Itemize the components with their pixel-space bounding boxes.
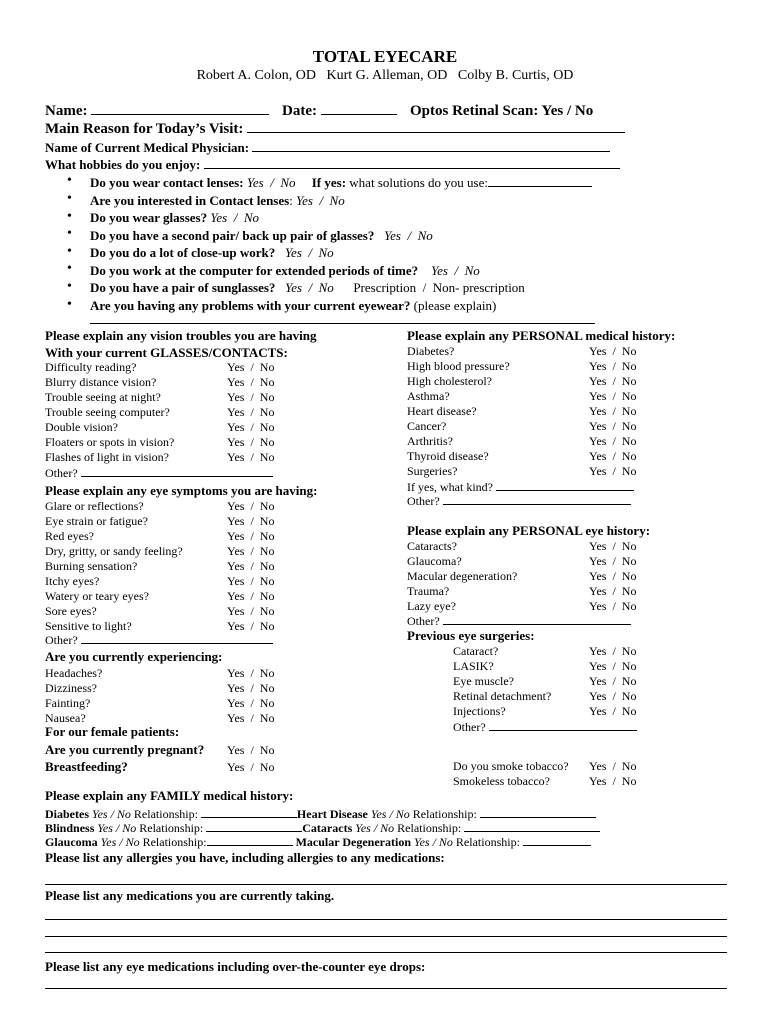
question-label: Watery or teary eyes? [45, 589, 149, 603]
yes-no-choice[interactable]: Yes / No [589, 419, 637, 433]
bullet-dot: • [67, 191, 72, 206]
female-heading: For our female patients: [45, 724, 180, 739]
question-label: Eye strain or fatigue? [45, 514, 148, 528]
question-label: LASIK? [453, 659, 494, 673]
yes-no-choice[interactable]: Yes / No [227, 619, 275, 633]
question-label: Glare or reflections? [45, 499, 144, 513]
question-label: Trouble seeing computer? [45, 405, 170, 419]
question-label: Breastfeeding? [45, 759, 128, 774]
yes-no-choice[interactable]: Yes / No [227, 420, 275, 434]
medications-label: Please list any medications you are currently taking. [45, 888, 335, 903]
other-label: Other? [407, 494, 440, 508]
physician-label: Name of Current Medical Physician: [45, 140, 250, 155]
other-field[interactable] [453, 719, 637, 735]
question-label: Itchy eyes? [45, 574, 100, 588]
yes-no-choice[interactable]: Yes / No [589, 774, 637, 788]
question-label: Surgeries? [407, 464, 458, 478]
yes-no-choice[interactable]: Yes / No [589, 569, 637, 583]
question-label: Floaters or spots in vision? [45, 435, 175, 449]
other-field[interactable] [45, 465, 273, 481]
question-label: Retinal detachment? [453, 689, 552, 703]
other-field[interactable] [407, 613, 631, 629]
eye-meds-line[interactable] [45, 988, 727, 989]
question-label: Trouble seeing at night? [45, 390, 161, 404]
yes-no-choice[interactable]: Yes / No [227, 435, 275, 449]
yes-no-choice[interactable]: Yes / No [589, 584, 637, 598]
yes-no-choice[interactable]: Yes / No [589, 759, 637, 773]
yes-no-choice[interactable]: Yes / No [589, 374, 637, 388]
yes-no-choice[interactable]: Yes / No [589, 554, 637, 568]
question-label: Arthritis? [407, 434, 453, 448]
reason-label: Main Reason for Today’s Visit: [45, 121, 244, 137]
physician-field[interactable] [45, 140, 610, 156]
yes-no-choice[interactable]: Yes / No [589, 404, 637, 418]
yes-no-choice[interactable]: Yes / No [589, 344, 637, 358]
allergies-line[interactable] [45, 884, 727, 885]
other-field[interactable] [407, 493, 631, 509]
question-label: Difficulty reading? [45, 360, 137, 374]
question-label: Cancer? [407, 419, 447, 433]
bullet-item[interactable]: Do you do a lot of close-up work? Yes / No [90, 245, 334, 260]
eyewear-explain-line[interactable] [90, 323, 595, 324]
allergies-label: Please list any allergies you have, including allergies to any medications: [45, 850, 445, 865]
yes-no-choice[interactable]: Yes / No [227, 390, 275, 404]
yes-no-choice[interactable]: Yes / No [227, 696, 275, 710]
other-label: Other? [407, 614, 440, 628]
eye-history-heading: Please explain any PERSONAL eye history: [407, 523, 651, 538]
question-label: Nausea? [45, 711, 86, 725]
question-label: High blood pressure? [407, 359, 510, 373]
question-label: Burning sensation? [45, 559, 138, 573]
family-row-2[interactable]: Blindness Yes / No Relationship: Cataracts Yes / No Relationship: [45, 820, 600, 836]
question-label: Dry, gritty, or sandy feeling? [45, 544, 183, 558]
other-label: Other? [453, 720, 486, 734]
yes-no-choice[interactable]: Yes / No [227, 711, 275, 725]
name-label: Name: [45, 103, 88, 119]
yes-no-choice[interactable]: Yes / No [589, 434, 637, 448]
question-label: Lazy eye? [407, 599, 456, 613]
family-row-1[interactable]: Diabetes Yes / No Relationship: Heart Disease Yes / No Relationship: [45, 806, 596, 822]
yes-no-choice[interactable]: Yes / No [227, 760, 275, 774]
yes-no-choice[interactable]: Yes / No [227, 666, 275, 680]
question-label: Smokeless tobacco? [453, 774, 550, 788]
reason-field[interactable] [45, 121, 625, 138]
name-field[interactable] [45, 103, 269, 120]
yes-no-choice[interactable]: Yes / No [227, 743, 275, 757]
experiencing-heading: Are you currently experiencing: [45, 649, 223, 664]
yes-no-choice[interactable]: Yes / No [227, 574, 275, 588]
hobbies-field[interactable] [45, 157, 620, 173]
date-label: Date: [282, 103, 317, 119]
yes-no-choice[interactable]: Yes / No [227, 544, 275, 558]
yes-no-choice[interactable]: Yes / No [589, 389, 637, 403]
bullet-item[interactable]: Are you having any problems with your current eyewear? (please explain) [90, 298, 497, 313]
question-label: Eye muscle? [453, 674, 514, 688]
yes-no-choice[interactable]: Yes / No [227, 589, 275, 603]
bullet-item[interactable]: Do you have a pair of sunglasses? Yes / No Prescription / Non- prescription [90, 280, 525, 295]
question-label: Diabetes? [407, 344, 455, 358]
yes-no-choice[interactable]: Yes / No [589, 599, 637, 613]
medications-line-2[interactable] [45, 936, 727, 937]
bullet-dot: • [67, 173, 72, 188]
doctors-line: Robert A. Colon, OD Kurt G. Alleman, OD Colby B. Curtis, OD [196, 68, 574, 83]
bullet-item[interactable]: Do you work at the computer for extended periods of time? Yes / No [90, 263, 480, 278]
yes-no-choice[interactable]: Yes / No [227, 450, 275, 464]
bullet-dot: • [67, 244, 72, 259]
hobbies-label: What hobbies do you enjoy: [45, 157, 201, 172]
question-label: Cataract? [453, 644, 499, 658]
question-label: Thyroid disease? [407, 449, 489, 463]
yes-no-choice[interactable]: Yes / No [227, 405, 275, 419]
question-label: Heart disease? [407, 404, 477, 418]
yes-no-choice[interactable]: Yes / No [227, 681, 275, 695]
question-label: Sensitive to light? [45, 619, 132, 633]
family-row-3[interactable]: Glaucoma Yes / No Relationship: Macular Degeneration Yes / No Relationship: [45, 834, 591, 850]
question-label: Blurry distance vision? [45, 375, 157, 389]
yes-no-choice[interactable]: Yes / No [589, 704, 637, 718]
question-label: Fainting? [45, 696, 91, 710]
question-label: Injections? [453, 704, 506, 718]
medications-line-3[interactable] [45, 952, 727, 953]
bullet-dot: • [67, 279, 72, 294]
yes-no-choice[interactable]: Yes / No [589, 359, 637, 373]
question-label: High cholesterol? [407, 374, 492, 388]
yes-no-choice[interactable]: Yes / No [589, 539, 637, 553]
medications-line-1[interactable] [45, 919, 727, 920]
symptoms-heading: Please explain any eye symptoms you are having: [45, 483, 318, 498]
bullet-dot: • [67, 297, 72, 312]
yes-no-choice[interactable]: Yes / No [227, 499, 275, 513]
yes-no-choice[interactable]: Yes / No [227, 559, 275, 573]
optos-scan-label[interactable]: Optos Retinal Scan: Yes / No [410, 103, 594, 119]
question-label: Sore eyes? [45, 604, 97, 618]
yes-no-choice[interactable]: Yes / No [589, 674, 637, 688]
yes-no-choice[interactable]: Yes / No [227, 360, 275, 374]
question-label: Cataracts? [407, 539, 457, 553]
yes-no-choice[interactable]: Yes / No [589, 449, 637, 463]
yes-no-choice[interactable]: Yes / No [589, 689, 637, 703]
other-field[interactable] [45, 632, 273, 648]
question-label: Headaches? [45, 666, 103, 680]
family-heading: Please explain any FAMILY medical history: [45, 788, 294, 803]
question-label: Asthma? [407, 389, 450, 403]
other-label: Other? [45, 633, 78, 647]
bullet-item[interactable]: Do you wear glasses? Yes / No [90, 210, 260, 225]
yes-no-choice[interactable]: Yes / No [227, 375, 275, 389]
eye-meds-label: Please list any eye medications including over-the-counter eye drops: [45, 959, 426, 974]
yes-no-choice[interactable]: Yes / No [589, 644, 637, 658]
vision-heading-2: With your current GLASSES/CONTACTS: [45, 345, 288, 360]
question-label: Double vision? [45, 420, 118, 434]
question-label: Glaucoma? [407, 554, 462, 568]
form-title: TOTAL EYECARE [312, 47, 458, 66]
yes-no-choice[interactable]: Yes / No [589, 659, 637, 673]
other-label: Other? [45, 466, 78, 480]
question-label: Dizziness? [45, 681, 97, 695]
yes-no-choice[interactable]: Yes / No [227, 529, 275, 543]
bullet-dot: • [67, 226, 72, 241]
question-label: Flashes of light in vision? [45, 450, 169, 464]
bullet-dot: • [67, 209, 72, 224]
yes-no-choice[interactable]: Yes / No [227, 514, 275, 528]
bullet-item[interactable]: Do you wear contact lenses: Yes / No If yes: what solutions do you use: [90, 175, 592, 191]
question-label: Do you smoke tobacco? [453, 759, 569, 773]
surgeries-heading: Previous eye surgeries: [407, 628, 535, 643]
question-label: Red eyes? [45, 529, 94, 543]
bullet-item[interactable]: Do you have a second pair/ back up pair of glasses? Yes / No [90, 228, 433, 243]
question-label: Macular degeneration? [407, 569, 518, 583]
bullet-dot: • [67, 261, 72, 276]
medical-heading: Please explain any PERSONAL medical history: [407, 328, 676, 343]
vision-heading-1: Please explain any vision troubles you are having [45, 328, 317, 343]
yes-no-choice[interactable]: Yes / No [227, 604, 275, 618]
yes-no-choice[interactable]: Yes / No [589, 464, 637, 478]
date-field[interactable] [282, 103, 397, 120]
question-label: Trauma? [407, 584, 450, 598]
bullet-item[interactable]: Are you interested in Contact lenses: Yes / No [90, 193, 345, 208]
question-label: Are you currently pregnant? [45, 742, 205, 757]
other-label: If yes, what kind? [407, 480, 493, 494]
